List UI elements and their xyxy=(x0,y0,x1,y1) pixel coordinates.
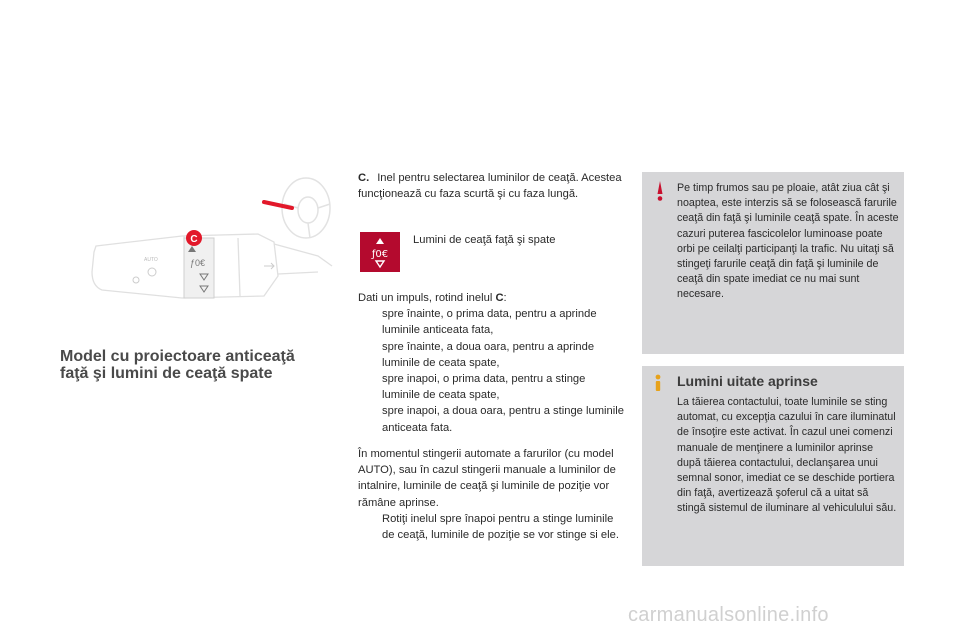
front-rear-fog-lights-icon xyxy=(360,232,400,272)
impulse-list xyxy=(358,306,626,436)
list-item: spre inapoi, o prima data, pentru a stinge luminile de ceata spate, xyxy=(382,373,586,402)
info-icon xyxy=(650,374,666,397)
exclamation-warning-icon xyxy=(650,180,670,207)
section-title xyxy=(60,348,340,382)
warning-text: Pe timp frumos sau pe ploaie, atât ziua cât şi noaptea, este interzis să se folosească farurile ceaţă din faţă şi luminile ceaţă spate. În aceste cazuri puterea fascicolelor luminoase poate orbi pe ceilalţi participanţi la trafic. Nu uitaţi să stingeţi farurile ceaţă din faţă şi luminile de ceaţă din spate imediat ce nu mai sunt necesare. xyxy=(677,182,899,301)
impulse-ring-letter: C xyxy=(495,292,504,304)
impulse-instructions xyxy=(358,290,626,436)
info-text: La tăierea contactului, toate luminile se sting automat, cu excepţia cazului în care iluminatul de însoţire este activat. În cazul unei comenzi manuale de menţinere a luminilor aprinse după tăierea contactului, declanşarea unui semnal sonor, imediat ce se deschide portiera din faţă, avertizează şoferul că a uitat să stingă sistemul de iluminare al vehiculului său. xyxy=(677,396,897,515)
ring-c-highlight xyxy=(184,238,214,298)
auto-off-text: În momentul stingerii automate a farurilor (cu model AUTO), sau în cazul stingerii manuale a luminilor de intalnire, luminile de ceaţă şi luminile de poziţie vor rămâne aprinse. xyxy=(358,448,616,509)
list-item: spre inapoi, a doua oara, pentru a stinge luminile anticeata fata. xyxy=(382,405,624,434)
intro-letter: C. xyxy=(358,172,370,184)
section-title-line2: faţă şi lumini de ceaţă spate xyxy=(60,365,273,382)
sidelight-symbol-icon xyxy=(148,268,156,276)
fog-lights-label: Lumini de ceaţă faţă şi spate xyxy=(413,234,556,246)
impulse-lead: Dati un impuls, rotind inelul C: xyxy=(358,292,507,304)
stalk-diagram xyxy=(88,168,346,320)
stalk-tip-symbol-icon xyxy=(264,263,274,269)
list-item: spre înainte, o prima data, pentru a aprinde luminile anticeata fata, xyxy=(382,308,597,337)
info-title: Lumini uitate aprinse xyxy=(677,373,818,389)
list-item: Rotiţi inelul spre înapoi pentru a stinge luminile de ceaţă, luminile de poziţie se vor stinge si ele. xyxy=(382,512,619,542)
callout-c-letter: C xyxy=(190,234,198,245)
section-title-line1: Model cu proiectoare anticeaţă xyxy=(60,348,295,365)
intro-text: Inel pentru selectarea luminilor de ceaţă. Acestea funcţionează cu faza scurtă şi cu faza lungă. xyxy=(358,172,622,201)
auto-off-list xyxy=(358,511,626,543)
list-item: spre înainte, a doua oara, pentru a aprinde luminile de ceata spate, xyxy=(382,340,595,369)
watermark: carmanualsonline.info xyxy=(628,604,829,626)
fog-symbol-icon: ƒ0€ xyxy=(190,258,206,268)
dipped-beam-symbol-icon xyxy=(133,277,139,283)
ring-c-description xyxy=(358,170,626,202)
lighting-stalk-illustration xyxy=(88,168,346,320)
svg-text:ƒ0€: ƒ0€ xyxy=(371,249,389,260)
automatic-switch-off-note xyxy=(358,446,626,543)
auto-switch-label: AUTO xyxy=(144,257,158,263)
